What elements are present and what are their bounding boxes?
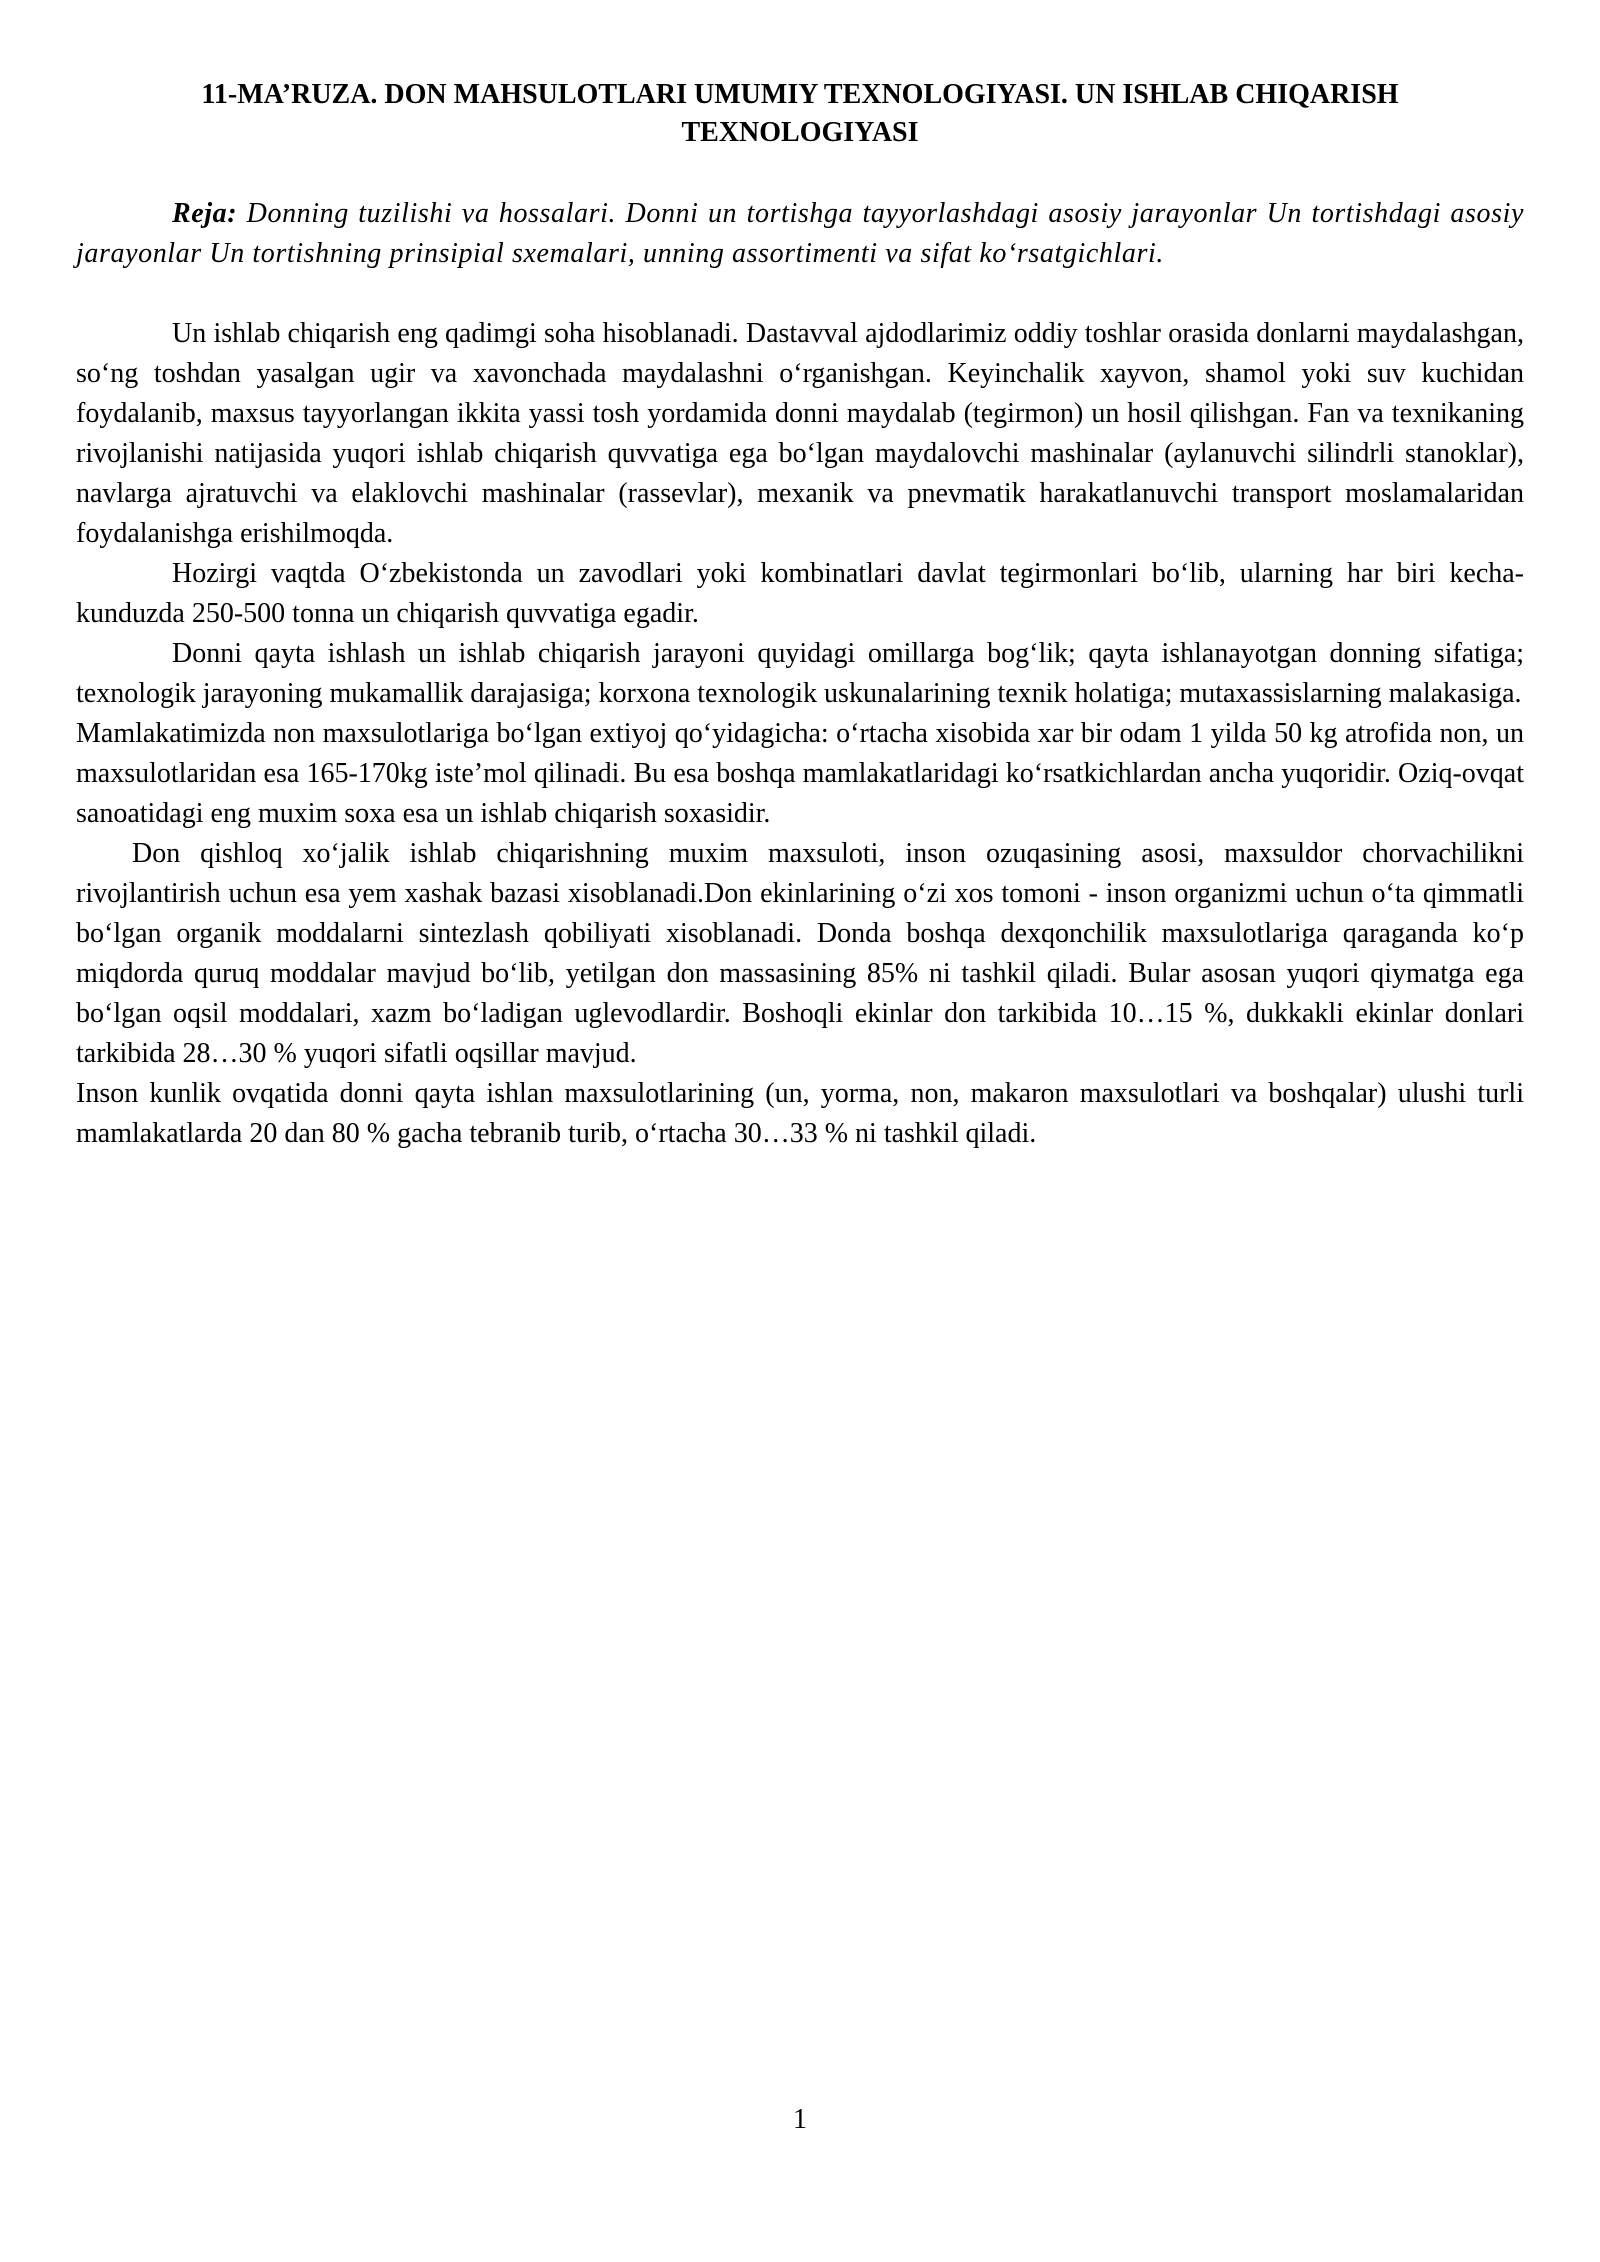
paragraph-history: Un ishlab chiqarish eng qadimgi soha hisoblanadi. Dastavval ajdodlarimiz oddiy toshlar orasida donlarni maydalashgan, so‘ng toshdan yasalgan ugir va xavonchada maydalashni o‘rganishgan. Keyinchalik xayvon, shamol yoki suv kuchidan foydalanib, maxsus tayyorlangan ikkita yassi tosh yordamida donni maydalab (tegirmon) un hosil qilishgan. Fan va texnikaning rivojlanishi natijasida yuqori ishlab chiqarish quvvatiga ega bo‘lgan maydalovchi mashinalar (aylanuvchi silindrli stanoklar), navlarga ajratuvchi va elaklovchi mashinalar (rassevlar), mexanik va pnevmatik harakatlanuvchi transport moslamalaridan foydalanishga erishilmoqda. xyxy=(76,318,1524,549)
paragraph-daily-diet: Inson kunlik ovqatida donni qayta ishlan maxsulotlarining (un, yorma, non, makaron maxsulotlari va boshqalar) ulushi turli mamlakatlarda 20 dan 80 % gacha tebranib turib, o‘rtacha 30…33 % ni tashkil qiladi. xyxy=(76,1078,1524,1149)
lecture-title: 11-MA’RUZA. DON MAHSULOTLARI UMUMIY TEXNOLOGIYASI. UN ISHLAB CHIQARISH TEXNOLOGIYASI xyxy=(201,79,1399,148)
paragraph-consumption: Mamlakatimizda non maxsulotlariga bo‘lgan extiyoj qo‘yidagicha: o‘rtacha xisobida xar bir odam 1 yilda 50 kg atrofida non, un maxsulotlaridan esa 165-170kg iste’mol qilinadi. Bu esa boshqa mamlakatlaridagi ko‘rsatkichlardan ancha yuqoridir. Oziq-ovqat sanoatidagi eng muxim soxa esa un ishlab chiqarish soxasidir. xyxy=(76,718,1524,829)
plan-label: Reja: xyxy=(172,198,238,229)
paragraph-uzbekistan-mills: Hozirgi vaqtda O‘zbekistonda un zavodlari yoki kombinatlari davlat tegirmonlari bo‘lib, ularning har biri kecha-kunduzda 250-500 tonna un chiqarish quvvatiga egadir. xyxy=(76,558,1524,629)
lecture-plan xyxy=(76,194,1524,274)
plan-text: Donning tuzilishi va hossalari. Donni un tortishga tayyorlashdagi asosiy jarayonlar Un tortishdagi asosiy jarayonlar Un tortishning prinsipial sxemalari, unning assortimenti va sifat ko‘rsatgichlari. xyxy=(76,198,1524,269)
page-number: 1 xyxy=(793,2104,807,2135)
document-page xyxy=(76,76,1524,1154)
paragraph-grain-value: Don qishloq xo‘jalik ishlab chiqarishning muxim maxsuloti, inson ozuqasining asosi, maxsuldor chorvachilikni rivojlantirish uchun esa yem xashak bazasi xisoblanadi.Don ekinlarining o‘zi xos tomoni - inson organizmi uchun o‘ta qimmatli bo‘lgan organik moddalarni sintezlash qobiliyati xisoblanadi. Donda boshqa dexqonchilik maxsulotlariga qaraganda ko‘p miqdorda quruq moddalar mavjud bo‘lib, yetilgan don massasining 85% ni tashkil qiladi. Bular asosan yuqori qiymatga ega bo‘lgan oqsil moddalari, xazm bo‘ladigan uglevodlardir. Boshoqli ekinlar don tarkibida 10…15 %, dukkakli ekinlar donlari tarkibida 28…30 % yuqori sifatli oqsillar mavjud. xyxy=(76,838,1524,1069)
paragraph-processing-factors: Donni qayta ishlash un ishlab chiqarish jarayoni quyidagi omillarga bog‘lik; qayta ishlanayotgan donning sifatiga; texnologik jarayoning mukamallik darajasiga; korxona texnologik uskunalarining texnik holatiga; mutaxassislarning malakasiga. xyxy=(76,638,1524,709)
